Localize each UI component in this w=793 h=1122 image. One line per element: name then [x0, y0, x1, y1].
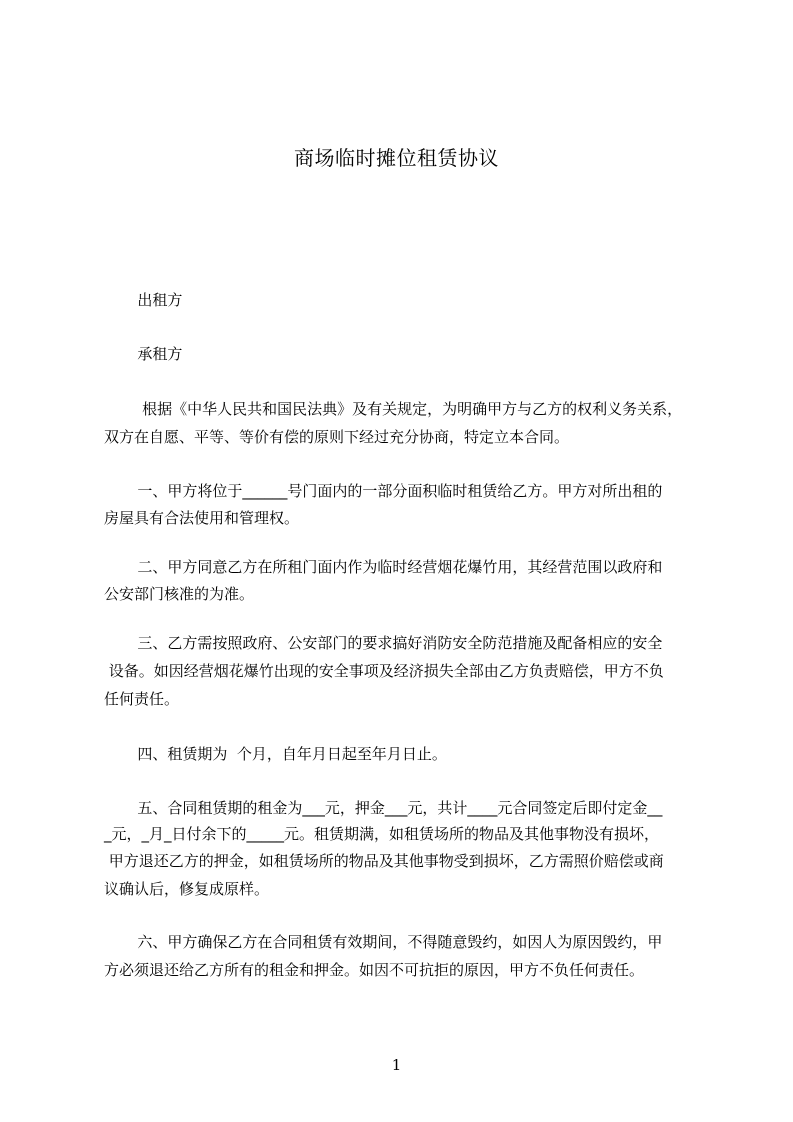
- clause-5-line-3: 甲方退还乙方的押金，如租赁场所的物品及其他事物受到损坏，乙方需照价赔偿或商: [104, 852, 664, 870]
- clause-5-line-1: 五、合同租赁期的租金为___元，押金___元，共计____元合同签定后即付定金__: [104, 799, 663, 817]
- clause-1-line-1: 一、甲方将位于______号门面内的一部分面积临时租赁给乙方。甲方对所出租的: [104, 482, 663, 500]
- preamble-line-2: 双方在自愿、平等、等价有偿的原则下经过充分协商，特定立本合同。: [104, 428, 570, 446]
- clause-4-line-1: 四、租赁期为 个月，自年月日起至年月日止。: [104, 745, 447, 763]
- clause-3-line-2: 设备。如因经营烟花爆竹出现的安全事项及经济损失全部由乙方负责赔偿，甲方不负: [104, 662, 664, 680]
- clause-2-line-2: 公安部门核准的为准。: [104, 585, 255, 603]
- clause-1-line-2: 房屋具有合法使用和管理权。: [104, 509, 300, 527]
- clause-6-line-2: 方必须退还给乙方所有的租金和押金。如因不可抗拒的原因，甲方不负任何责任。: [104, 961, 645, 979]
- page-number: 1: [391, 1056, 402, 1074]
- clause-3-line-3: 任何责任。: [104, 690, 180, 708]
- clause-5-line-2: _元，_月_日付余下的_____元。租赁期满，如租赁场所的物品及其他事物没有损坏，: [104, 825, 660, 843]
- lessee-line: 承租方: [104, 345, 183, 363]
- preamble-line-1: 根据《中华人民共和国民法典》及有关规定，为明确甲方与乙方的权利义务关系，: [104, 400, 683, 418]
- clause-3-line-1: 三、乙方需按照政府、公安部门的要求搞好消防安全防范措施及配备相应的安全: [104, 634, 663, 652]
- clause-5-line-4: 议确认后，修复成原样。: [104, 880, 270, 898]
- document-title: 商场临时摊位租赁协议: [294, 146, 499, 170]
- clause-2-line-1: 二、甲方同意乙方在所租门面内作为临时经营烟花爆竹用，其经营范围以政府和: [104, 558, 663, 576]
- clause-6-line-1: 六、甲方确保乙方在合同租赁有效期间，不得随意毁约，如因人为原因毁约，甲: [104, 933, 663, 951]
- lessor-line: 出租方: [104, 291, 183, 309]
